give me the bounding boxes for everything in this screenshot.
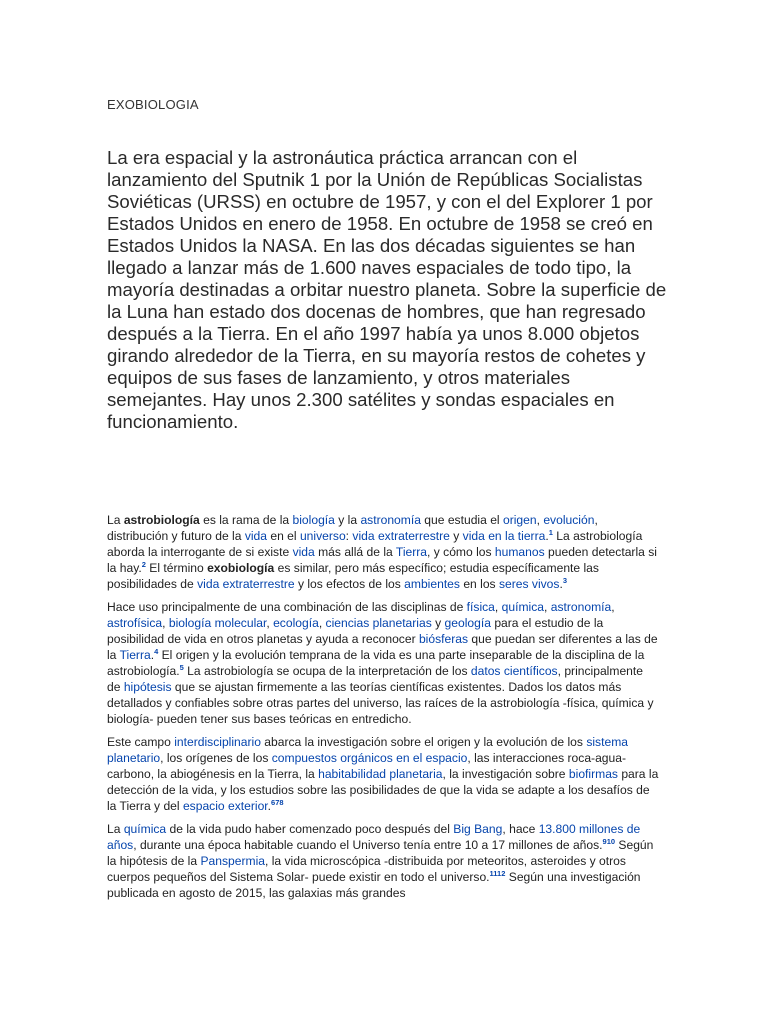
article-link[interactable]: sistema planetario	[107, 735, 628, 765]
text-run: La astrobiología se ocupa de la interpretación de los	[183, 664, 471, 678]
reference-marker[interactable]: 678	[271, 797, 284, 807]
text-run: , la vida microscópica -distribuida por meteoritos, asteroides y otros cuerpos pequeños del Sistema Solar- puede existir en todo el universo.	[107, 854, 626, 884]
text-run: es similar, pero más específico; estudia específicamente las posibilidades de	[107, 561, 599, 591]
reference-marker[interactable]: 1112	[489, 868, 506, 878]
bold-term: astrobiología	[123, 513, 200, 527]
bold-term: exobiología	[207, 561, 275, 575]
text-run: .	[545, 529, 549, 543]
text-run: La	[107, 513, 124, 527]
article-body	[107, 512, 659, 908]
text-run: .	[559, 577, 563, 591]
paragraph	[107, 512, 659, 592]
reference-marker[interactable]: 5	[179, 662, 184, 672]
page-title: EXOBIOLOGIA	[107, 97, 199, 112]
article-link[interactable]: química	[123, 822, 167, 836]
reference-marker[interactable]: 4	[154, 646, 159, 656]
article-link[interactable]: espacio exterior	[182, 799, 268, 813]
article-link[interactable]: seres vivos	[498, 577, 560, 591]
text-run: ,	[536, 513, 544, 527]
text-run: pueden detectarla si la hay.	[107, 545, 657, 575]
text-run: para la detección de la vida, y los estudios sobre las posibilidades de que la vida se adapte a los desafíos de la Tierra y del	[107, 767, 659, 813]
paragraph	[107, 734, 659, 814]
text-run: , las interacciones roca-agua-carbono, la abiogénesis en la Tierra, la	[107, 751, 627, 781]
text-run: ,	[611, 600, 615, 614]
text-run: ,	[266, 616, 274, 630]
article-link[interactable]: 13.800 millones de años	[107, 822, 641, 852]
text-run: y los efectos de los	[294, 577, 405, 591]
text-run: para el estudio de la posibilidad de vida en otros planetas y ayuda a reconocer	[107, 616, 604, 646]
paragraph	[107, 599, 659, 727]
text-run: ,	[162, 616, 169, 630]
reference-marker[interactable]: 1	[548, 527, 553, 537]
text-run: , durante una época habitable cuando el Universo tenía entre 10 a 17 millones de años.	[133, 838, 603, 852]
reference-marker[interactable]: 910	[602, 836, 616, 846]
text-run: es la rama de la	[199, 513, 293, 527]
text-run: Hace uso principalmente de una combinación de las disciplinas de	[107, 600, 467, 614]
article-link[interactable]: Tierra	[119, 648, 151, 662]
text-run: que estudia el	[420, 513, 503, 527]
article-link[interactable]: biósferas	[418, 632, 469, 646]
text-run: de la vida pudo haber comenzado poco después del	[166, 822, 454, 836]
article-link[interactable]: humanos	[494, 545, 545, 559]
article-link[interactable]: geología	[444, 616, 491, 630]
text-run: Según una investigación publicada en agosto de 2015, las galaxias más grandes	[107, 870, 641, 900]
article-link[interactable]: física	[466, 600, 495, 614]
article-link[interactable]: vida	[244, 529, 267, 543]
article-link[interactable]: astronomía	[550, 600, 612, 614]
text-run: más allá de la	[314, 545, 396, 559]
text-run: , y cómo los	[427, 545, 495, 559]
article-link[interactable]: vida extraterrestre	[352, 529, 450, 543]
article-link[interactable]: biofirmas	[568, 767, 618, 781]
text-run: El origen y la evolución temprana de la vida es una parte inseparable de la disciplina de la astrobiología.	[107, 648, 645, 678]
text-run: abarca la investigación sobre el origen y la evolución de los	[260, 735, 587, 749]
text-run: , principalmente de	[107, 664, 643, 694]
article-link[interactable]: ambientes	[404, 577, 460, 591]
text-run: La	[107, 822, 124, 836]
article-link[interactable]: ciencias planetarias	[325, 616, 432, 630]
article-link[interactable]: universo	[299, 529, 346, 543]
article-link[interactable]: Big Bang	[453, 822, 503, 836]
article-link[interactable]: Panspermia	[200, 854, 265, 868]
article-link[interactable]: vida extraterrestre	[197, 577, 295, 591]
text-run: :	[345, 529, 353, 543]
intro-paragraph: La era espacial y la astronáutica práctica arrancan con el lanzamiento del Sputnik 1 por la Unión de Repúblicas Socialistas Soviéticas (URSS) en octubre de 1957, y con el del Explorer 1 por Estados Unidos en enero de 1958. En octubre de 1958 se creó en Estados Unidos la NASA. En las dos décadas siguientes se han llegado a lanzar más de 1.600 naves espaciales de todo tipo, la mayoría destinadas a orbitar nuestro planeta. Sobre la superficie de la Luna han estado dos docenas de hombres, que han regresado después a la Tierra. En el año 1997 había ya unos 8.000 objetos girando alrededor de la Tierra, en su mayoría restos de cohetes y equipos de sus fases de lanzamiento, y otros materiales semejantes. Hay unos 2.300 satélites y sondas espaciales en funcionamiento.	[107, 147, 667, 432]
article-link[interactable]: vida	[292, 545, 315, 559]
text-run: .	[150, 648, 155, 662]
article-link[interactable]: química	[501, 600, 544, 614]
article-link[interactable]: biología molecular	[168, 616, 267, 630]
text-run: .	[267, 799, 272, 813]
text-run: y	[431, 616, 445, 630]
article-link[interactable]: ecología	[273, 616, 319, 630]
text-run: , hace	[502, 822, 539, 836]
paragraph	[107, 821, 659, 901]
article-link[interactable]: astrofísica	[107, 616, 163, 630]
text-run: El término	[145, 561, 208, 575]
text-run: y la	[334, 513, 361, 527]
text-run: Según la hipótesis de la	[107, 838, 654, 868]
article-link[interactable]: Tierra	[395, 545, 428, 559]
article-link[interactable]: vida en la tierra	[462, 529, 546, 543]
text-run: que puedan ser diferentes a las de la	[107, 632, 658, 662]
article-link[interactable]: evolución	[543, 513, 595, 527]
text-run: La astrobiología aborda la interrogante de si existe	[107, 529, 643, 559]
article-link[interactable]: interdisciplinario	[174, 735, 261, 749]
text-run: y	[449, 529, 463, 543]
text-run: en el	[267, 529, 300, 543]
text-run: , distribución y futuro de la	[107, 513, 598, 543]
reference-marker[interactable]: 3	[562, 575, 568, 585]
article-link[interactable]: hipótesis	[123, 680, 172, 694]
text-run: ,	[494, 600, 502, 614]
article-link[interactable]: origen	[502, 513, 537, 527]
text-run: ,	[544, 600, 551, 614]
text-run: que se ajustan firmemente a las teorías científicas existentes. Dados los datos más detallados y confiables sobre otras partes del universo, las raíces de la astrobiología -física, química y biología- pueden tener sus bases teóricas en entredicho.	[107, 680, 654, 726]
reference-marker[interactable]: 2	[141, 559, 146, 569]
article-link[interactable]: compuestos orgánicos en el espacio	[271, 751, 468, 765]
article-link[interactable]: datos científicos	[470, 664, 558, 678]
article-link[interactable]: habitabilidad planetaria	[318, 767, 443, 781]
text-run: , la investigación sobre	[442, 767, 569, 781]
text-run: , los orígenes de los	[160, 751, 272, 765]
text-run: ,	[318, 616, 326, 630]
article-link[interactable]: biología	[292, 513, 335, 527]
text-run: Este campo	[107, 735, 175, 749]
text-run: en los	[459, 577, 499, 591]
article-link[interactable]: astronomía	[360, 513, 421, 527]
